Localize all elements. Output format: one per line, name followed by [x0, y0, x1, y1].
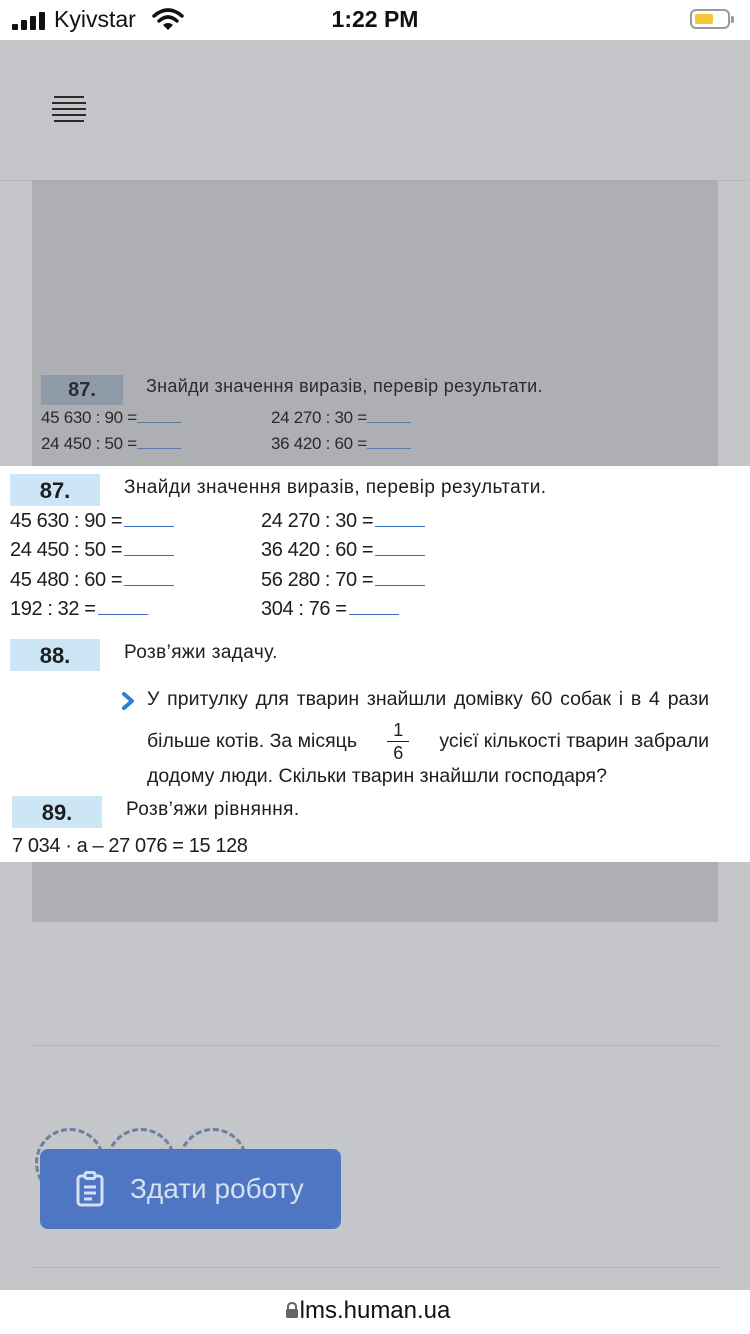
task-text-line: додому люди. Скільки тварин знайшли господаря?: [147, 765, 607, 787]
equation: 7 034 · a – 27 076 = 15 128: [12, 835, 248, 857]
menu-lines-icon[interactable]: [52, 96, 88, 126]
equation: 24 270 : 30 =: [261, 510, 425, 533]
equation: 45 480 : 60 =: [10, 569, 174, 592]
status-bar: [0, 0, 750, 40]
task-text-line: У притулку для тварин знайшли домівку 60 собак і в 4 рази: [147, 688, 709, 710]
exercise-number: 87.: [10, 474, 100, 506]
submit-work-button[interactable]: [40, 1149, 341, 1229]
submit-work-label: Здати роботу: [130, 1173, 304, 1204]
equation-dim: 24 270 : 30 =: [271, 408, 411, 428]
clipboard-icon: [76, 1171, 104, 1207]
exercise-title: Розв’яжи рівняння.: [126, 799, 300, 820]
exercise-number-dim: 87.: [41, 375, 123, 405]
divider: [32, 1267, 718, 1268]
equation-dim: 24 450 : 50 =: [41, 434, 181, 454]
equation: 304 : 76 =: [261, 598, 399, 621]
app-header: [0, 40, 750, 181]
equation-dim: 36 420 : 60 =: [271, 434, 411, 454]
fraction: $\frac{1}{6}$: [387, 719, 409, 764]
exercise-title: Розв’яжи задачу.: [124, 642, 278, 663]
chevron-right-icon: [120, 692, 136, 710]
task-text-fragment: більше котів. За місяць: [147, 730, 357, 752]
exercise-title: Знайди значення виразів, перевір результати.: [124, 477, 547, 498]
page-url[interactable]: lms.human.ua: [299, 1297, 451, 1324]
exercise-number: 88.: [10, 639, 100, 671]
equation: 24 450 : 50 =: [10, 539, 174, 562]
equation: 45 630 : 90 =: [10, 510, 174, 533]
exercise-title-dim: Знайди значення виразів, перевір результати.: [146, 376, 543, 396]
equation: 36 420 : 60 =: [261, 539, 425, 562]
clock: 1:22 PM: [331, 6, 419, 32]
task-text-fragment: усієї кількості тварин забрали: [439, 730, 709, 752]
equation: 56 280 : 70 =: [261, 569, 425, 592]
carrier-name: Kyivstar: [54, 6, 136, 32]
exercise-number: 89.: [12, 796, 102, 828]
divider: [32, 1045, 718, 1046]
equation-dim: 45 630 : 90 =: [41, 408, 181, 428]
battery-icon: [690, 9, 730, 29]
equation: 192 : 32 =: [10, 598, 148, 621]
